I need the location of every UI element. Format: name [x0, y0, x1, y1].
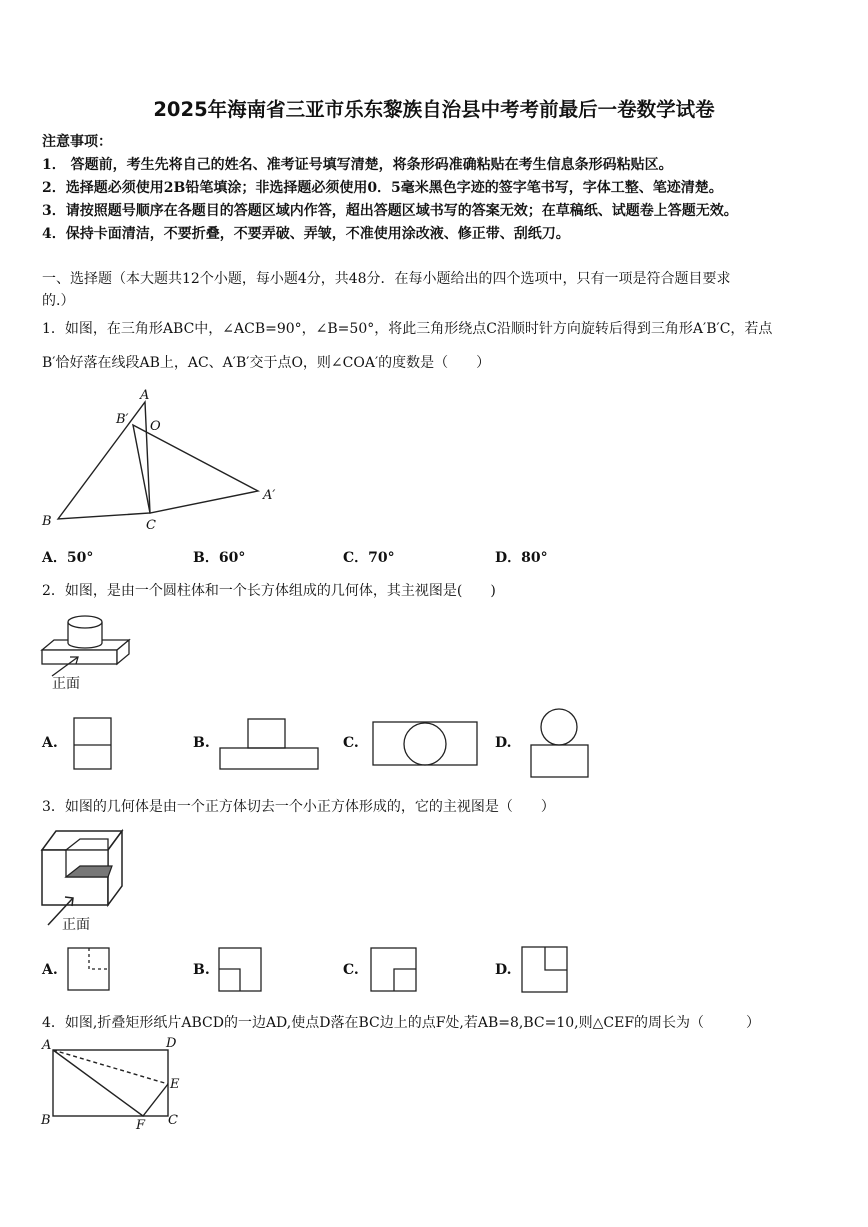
- q2-option-a[interactable]: A.: [42, 735, 58, 751]
- label-B: B: [41, 1113, 51, 1128]
- notice-item: 2．选择题必须使用2B铅笔填涂；非选择题必须使用0．5毫米黑色字迹的签字笔书写，字体工整、笔迹清楚。: [42, 180, 723, 196]
- label-A: A: [140, 388, 150, 403]
- label-E: E: [170, 1077, 180, 1092]
- q1-option-d[interactable]: D．80°: [495, 550, 548, 566]
- q3-option-b[interactable]: B.: [193, 962, 210, 978]
- q2-option-c[interactable]: C.: [343, 735, 359, 751]
- question-1-text: 1．如图，在三角形ABC中，∠ACB=90°，∠B=50°，将此三角形绕点C沿顺时针方向旋转后得到三角形A′B′C，若点: [42, 321, 773, 337]
- section-heading-cont: 的.）: [42, 293, 75, 309]
- label-B: B: [42, 514, 52, 529]
- label-A: A: [42, 1038, 52, 1053]
- q2-option-d[interactable]: D.: [495, 735, 512, 751]
- front-view-label: 正面: [52, 676, 80, 692]
- q3-option-c[interactable]: C.: [343, 962, 359, 978]
- label-O: O: [150, 419, 161, 434]
- label-C: C: [168, 1113, 178, 1128]
- q1-option-c[interactable]: C．70°: [343, 550, 395, 566]
- q1-option-b[interactable]: B．60°: [193, 550, 246, 566]
- label-C: C: [146, 518, 156, 533]
- q3-option-d[interactable]: D.: [495, 962, 512, 978]
- q2-option-b[interactable]: B.: [193, 735, 210, 751]
- notice-item: 3．请按照题号顺序在各题目的答题区域内作答，超出答题区域书写的答案无效；在草稿纸、试题卷上答题无效。: [42, 203, 738, 219]
- section-heading: 一、选择题（本大题共12个小题，每小题4分，共48分．在每小题给出的四个选项中，只有一项是符合题目要求: [42, 271, 731, 287]
- notice-item: 1． 答题前，考生先将自己的姓名、准考证号填写清楚，将条形码准确粘贴在考生信息条形码粘贴区。: [42, 157, 673, 173]
- q1-option-a[interactable]: A．50°: [42, 550, 94, 566]
- front-view-label: 正面: [62, 917, 90, 933]
- question-3-text: 3．如图的几何体是由一个正方体切去一个小正方体形成的，它的主视图是（ ）: [42, 799, 555, 815]
- question-2-text: 2．如图，是由一个圆柱体和一个长方体组成的几何体，其主视图是( ): [42, 583, 496, 599]
- label-F: F: [136, 1118, 146, 1133]
- label-B-prime: B′: [116, 412, 129, 427]
- notice-item: 4．保持卡面清洁，不要折叠，不要弄破、弄皱，不准使用涂改液、修正带、刮纸刀。: [42, 226, 570, 242]
- notice-heading: 注意事项：: [42, 134, 112, 150]
- q3-option-a[interactable]: A.: [42, 962, 58, 978]
- label-D: D: [166, 1036, 177, 1051]
- question-4-text: 4．如图,折叠矩形纸片ABCD的一边AD,使点D落在BC边上的点F处,若AB=8,BC=10,则△CEF的周长为（ ）: [42, 1015, 761, 1031]
- page-title: 2025年海南省三亚市乐东黎族自治县中考考前最后一卷数学试卷: [153, 98, 715, 121]
- question-1-text-cont: B′恰好落在线段AB上，AC、A′B′交于点O，则∠COA′的度数是（ ）: [42, 355, 491, 371]
- label-A-prime: A′: [263, 488, 276, 503]
